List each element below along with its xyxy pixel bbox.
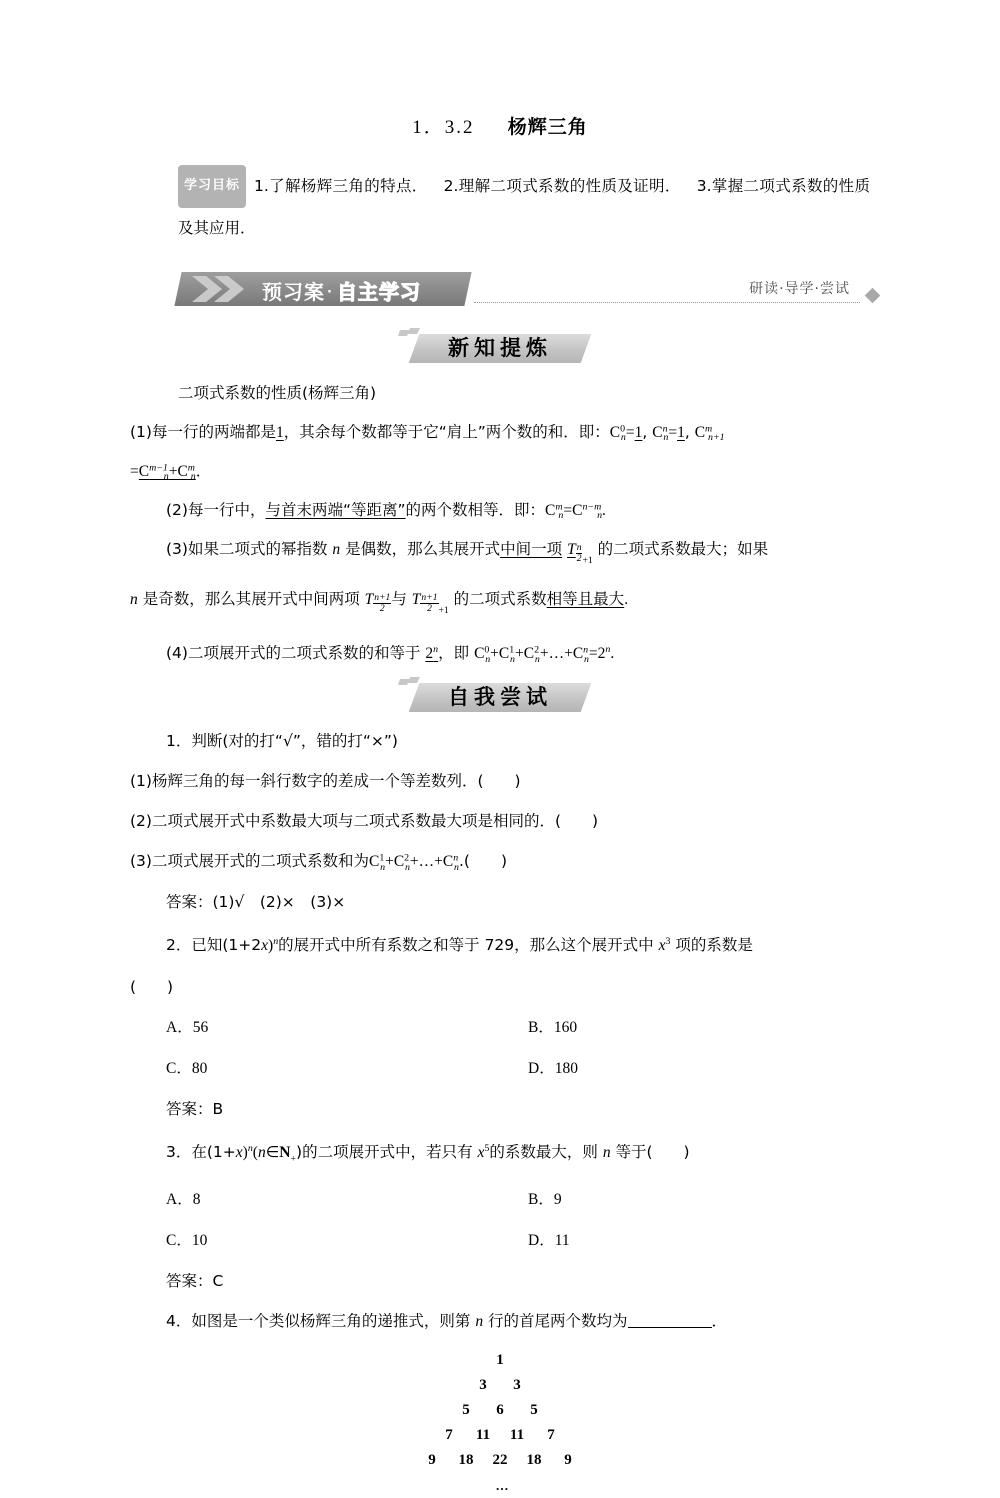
banner-divider <box>474 302 860 303</box>
q3-options-row-1 <box>130 1179 890 1220</box>
q3-exp-n: n <box>247 1142 253 1154</box>
formula-item4-c2: $C^2_n$ <box>523 644 540 665</box>
objective-item-2: 2.理解二项式系数的性质及证明． <box>443 177 681 195</box>
q2-exp-3: 3 <box>665 936 671 948</box>
item4-prefix: (4)二项展开式的二项式系数的和等于 <box>166 644 421 663</box>
q3-option-b[interactable] <box>528 1179 890 1220</box>
triangle-cell: 7 <box>445 1426 453 1443</box>
item1-value-1: 1 <box>634 424 643 441</box>
q3-option-c-value: 10 <box>191 1231 208 1249</box>
q1-sub3-prefix: (3)二项式展开式的二项式系数和为 <box>130 852 369 871</box>
formula-item4-c0: $C^0_n$ <box>474 644 491 665</box>
formula-t-middle-odd-2: T $\frac{n+1}{2}$ +1 <box>411 591 449 617</box>
q1-answer: 答案：(1)√ (2)× (3)× <box>166 893 346 912</box>
q4-stem-tail: ． <box>711 1311 728 1330</box>
triangle-row-5 <box>0 1448 1000 1473</box>
q3-option-b-value: 9 <box>553 1190 562 1208</box>
item4-blank: 2$^n$ <box>425 644 439 663</box>
q3-option-c-key: C． <box>166 1231 192 1249</box>
selftest-body <box>0 721 1000 1341</box>
item3-part2: 是偶数，那么其展开式 <box>345 540 501 558</box>
formula-q1-cn: $C^n_n$ <box>442 852 459 873</box>
banner-label-main: 预习案 <box>262 280 325 304</box>
q3-var-n2: n <box>602 1143 611 1161</box>
q3-option-a-key: A． <box>166 1190 193 1208</box>
q4-var-n: n <box>475 1312 484 1330</box>
knowledge-item-2 <box>130 491 890 530</box>
q1-sub-1: (1)杨辉三角的每一斜行数字的差成一个等差数列．( ) <box>130 772 521 791</box>
q2-stem-d: 项的系数是 <box>670 936 753 955</box>
q1-sub-3: (3)二项式展开式的二项式系数和为$C^1_n+C^2_n+\dots+C^n_n$.( ) <box>130 852 508 873</box>
triangle-cell: 18 <box>458 1451 474 1468</box>
formula-item4-cn: $C^n_n$ <box>572 644 589 665</box>
q3-stem-e: 的系数最大，则 <box>489 1142 598 1161</box>
item3-part4: 是奇数，那么其展开式中间两项 <box>142 590 360 609</box>
q1-stem: 1．判断(对的打“√”，错的打“×”) <box>166 732 398 751</box>
q3-answer: 答案：C <box>166 1271 224 1290</box>
q3-exp-5: 5 <box>484 1142 490 1154</box>
learning-objectives <box>0 165 1000 248</box>
item1-blank-1: 1 <box>275 424 284 441</box>
selftest-section-header <box>0 677 1000 721</box>
triangle-cell: 9 <box>428 1451 436 1468</box>
knowledge-item-3-line1 <box>130 530 890 580</box>
item3-var-n: n <box>332 541 341 558</box>
q2-stem-c: 的展开式中所有系数之和等于 729，那么这个展开式中 <box>278 936 659 955</box>
preview-section-banner <box>0 270 1000 312</box>
objective-item-1: 1.了解杨辉三角的特点． <box>254 177 428 195</box>
q3-var-x: x <box>235 1143 243 1161</box>
q1-sub3-tail: .( ) <box>458 852 508 871</box>
formula-item2-right: $C^{n-m}_n$ <box>572 501 603 522</box>
formula-c-n-0: $C^0_n$ <box>609 423 626 444</box>
pascal-like-triangle-figure <box>0 1348 1000 1498</box>
triangle-cell: 9 <box>564 1451 572 1468</box>
banner-label <box>262 276 421 305</box>
item1-line2-eq: = <box>130 463 139 480</box>
triangle-cell: 7 <box>547 1426 555 1443</box>
formula-q1-c2: $C^2_n$ <box>393 852 410 873</box>
triangle-cell: 18 <box>526 1451 542 1468</box>
triangle-row-1 <box>0 1348 1000 1373</box>
q2-var-x: x <box>261 937 269 955</box>
item3-var-n2: n <box>130 591 138 609</box>
item3-underlined-1: 中间一项 <box>500 540 563 558</box>
formula-t-middle-even: T $\frac{n}{2}$ +1 <box>567 541 593 567</box>
item4-dots: +…+ <box>539 645 573 663</box>
item3-part1: (3)如果二项式的幂指数 <box>166 540 328 558</box>
q4-stem-a: 4．如图是一个类似杨辉三角的递推式，则第 <box>166 1311 471 1330</box>
objectives-badge: 学习目标 <box>178 165 246 208</box>
banner-label-sub: 自主学习 <box>336 280 421 304</box>
item2-eq: = <box>563 502 573 519</box>
formula-c-n-plus-1-m: $C^m_{n+1}$ <box>694 423 725 444</box>
item2-prefix: (2)每一行中， <box>166 501 266 519</box>
item3-period: . <box>624 591 629 609</box>
q3-option-c[interactable] <box>166 1220 528 1261</box>
item3-part3: 的二项式系数最大；如果 <box>597 540 769 558</box>
q3-option-d-key: D． <box>528 1231 555 1249</box>
q2-option-d-key: D． <box>528 1059 555 1077</box>
q4-stem-b: 行的首尾两个数均为 <box>488 1311 628 1330</box>
item4-period: . <box>610 645 615 663</box>
knowledge-item-1-line2 <box>130 452 890 491</box>
formula-t-middle-odd-1: T $\frac{n+1}{2}$ <box>364 591 391 615</box>
triangle-row-4 <box>0 1423 1000 1448</box>
q2-option-a-key: A． <box>166 1018 193 1036</box>
q1-sub-2: (2)二项式展开式中系数最大项与二项式系数最大项是相同的．( ) <box>130 812 599 831</box>
item1-mid: ，其余每个数都等于它“肩上”两个数的和．即： <box>283 423 610 441</box>
double-chevron-right-icon <box>192 276 254 302</box>
triangle-cell: 1 <box>496 1351 504 1368</box>
item3-part5: 的二项式系数 <box>453 590 547 609</box>
q2-var-x2: x <box>658 937 666 955</box>
formula-c-n-m-minus-1: $C^{m-1}_n$ <box>138 462 169 483</box>
item3-underlined-2: 相等且最大 <box>546 590 625 609</box>
q2-option-b[interactable] <box>528 1007 890 1048</box>
knowledge-body <box>0 374 1000 673</box>
q3-option-d-value: 11 <box>554 1231 570 1249</box>
q3-option-a-value: 8 <box>192 1190 201 1208</box>
knowledge-item-1: (1)每一行的两端都是1，其余每个数都等于它“肩上”两个数的和．即：$C^0_n=1$, $C^n_n=1$, $C^m_{n+1}$ <box>130 423 725 444</box>
q4-answer-blank[interactable] <box>628 1327 712 1328</box>
triangle-cell: 3 <box>513 1376 521 1393</box>
formula-c-n-m: $C^m_n$ <box>177 462 196 483</box>
q3-set-N-sub: + <box>290 1152 297 1164</box>
q2-option-c-key: C． <box>166 1059 192 1077</box>
formula-c-n-n: $C^n_n$ <box>652 423 669 444</box>
triangle-row-2 <box>0 1373 1000 1398</box>
q2-option-c-value: 80 <box>191 1059 208 1077</box>
formula-item2-left: $C^m_n$ <box>545 501 564 522</box>
knowledge-lead: 二项式系数的性质(杨辉三角) <box>178 384 377 402</box>
banner-right-label: 研读·导学·尝试 <box>743 278 856 298</box>
q3-var-n: n <box>257 1143 266 1161</box>
objective-item-3: 3.掌握二项式系数的性质及其应用． <box>178 177 870 237</box>
q3-stem <box>130 1129 890 1179</box>
q3-in-symbol: ∈ <box>265 1143 280 1161</box>
triangle-cell: 22 <box>492 1451 508 1468</box>
triangle-ellipsis: … <box>495 1477 511 1493</box>
q2-option-b-key: B． <box>528 1018 554 1036</box>
section-number: 1．3.2 <box>412 117 475 138</box>
section-title-text: 杨辉三角 <box>507 116 588 138</box>
item2-mid: 的两个数相等．即： <box>405 501 546 519</box>
item3-between: 与 <box>391 590 407 609</box>
q3-stem-d: )的二项展开式中，若只有 <box>296 1142 473 1161</box>
flag-icon <box>398 328 420 344</box>
q2-option-d[interactable] <box>528 1048 890 1089</box>
item1-eq-1: = <box>625 424 635 441</box>
q3-option-b-key: B． <box>528 1190 554 1208</box>
q3-options-row-2 <box>130 1220 890 1261</box>
q3-option-a[interactable] <box>166 1179 528 1220</box>
selftest-header-text: 自我尝试 <box>448 685 552 710</box>
formula-q1-c1: $C^1_n$ <box>368 852 386 873</box>
q2-answer-paren: ( ) <box>130 977 174 996</box>
banner-label-dot: · <box>327 285 333 300</box>
triangle-row-3 <box>0 1398 1000 1423</box>
item1-plus: + <box>168 463 178 480</box>
q3-stem-b: ) <box>242 1143 248 1161</box>
triangle-cell: 5 <box>462 1401 470 1418</box>
diamond-icon <box>865 288 881 304</box>
q4-stem <box>130 1301 890 1342</box>
q1-sub3-dots: +…+ <box>409 853 443 871</box>
q3-stem-c: ( <box>252 1143 258 1161</box>
triangle-cell: 3 <box>479 1376 487 1393</box>
q2-option-d-value: 180 <box>554 1059 578 1077</box>
flag-icon <box>398 677 420 693</box>
q3-stem-a: 3．在(1+ <box>166 1142 236 1161</box>
item1-value-2: 1 <box>677 424 685 441</box>
item4-result: 2$^n$ <box>597 644 611 663</box>
item4-eq: = <box>588 645 598 663</box>
q2-option-c[interactable] <box>166 1048 528 1089</box>
page-title <box>0 0 1000 139</box>
q2-option-b-value: 160 <box>553 1018 578 1036</box>
q2-stem-a: 2．已知(1+2 <box>166 936 262 955</box>
q2-option-a[interactable] <box>166 1007 528 1048</box>
q2-stem <box>130 922 890 966</box>
triangle-cell: 6 <box>496 1401 504 1418</box>
triangle-cell: 5 <box>530 1401 538 1418</box>
item1-eq-2: = <box>668 424 678 441</box>
q2-options-row-1 <box>130 1007 890 1048</box>
formula-item4-c1: $C^1_n$ <box>498 644 515 665</box>
knowledge-item-4: (4)二项展开式的二项式系数的和等于 2$^n$，即 $C^0_n+C^1_n+C^2_n+\dots+C^n_n=2^n$. <box>166 644 615 665</box>
q3-option-d[interactable] <box>528 1220 890 1261</box>
q2-option-a-value: 56 <box>192 1018 209 1036</box>
q3-stem-f: 等于( ) <box>615 1142 690 1161</box>
q3-var-x2: x <box>477 1143 485 1161</box>
item1-period: ． <box>195 462 212 480</box>
triangle-cell: 11 <box>509 1426 525 1443</box>
triangle-cell: 11 <box>475 1426 491 1443</box>
item2-underlined: 与首末两端“等距离” <box>265 501 406 519</box>
q2-stem-b: ) <box>268 937 274 955</box>
q2-options-row-2 <box>130 1048 890 1089</box>
q3-set-N: N <box>279 1143 291 1161</box>
knowledge-header-text: 新知提炼 <box>448 336 552 360</box>
item4-mid: ，即 <box>438 644 470 663</box>
q2-exp-n: n <box>273 936 279 948</box>
item1-prefix: (1)每一行的两端都是 <box>130 423 276 441</box>
knowledge-section-header <box>0 328 1000 372</box>
q2-answer: 答案：B <box>166 1099 224 1118</box>
knowledge-item-3-line2 <box>130 580 890 630</box>
item2-period: . <box>602 502 606 519</box>
